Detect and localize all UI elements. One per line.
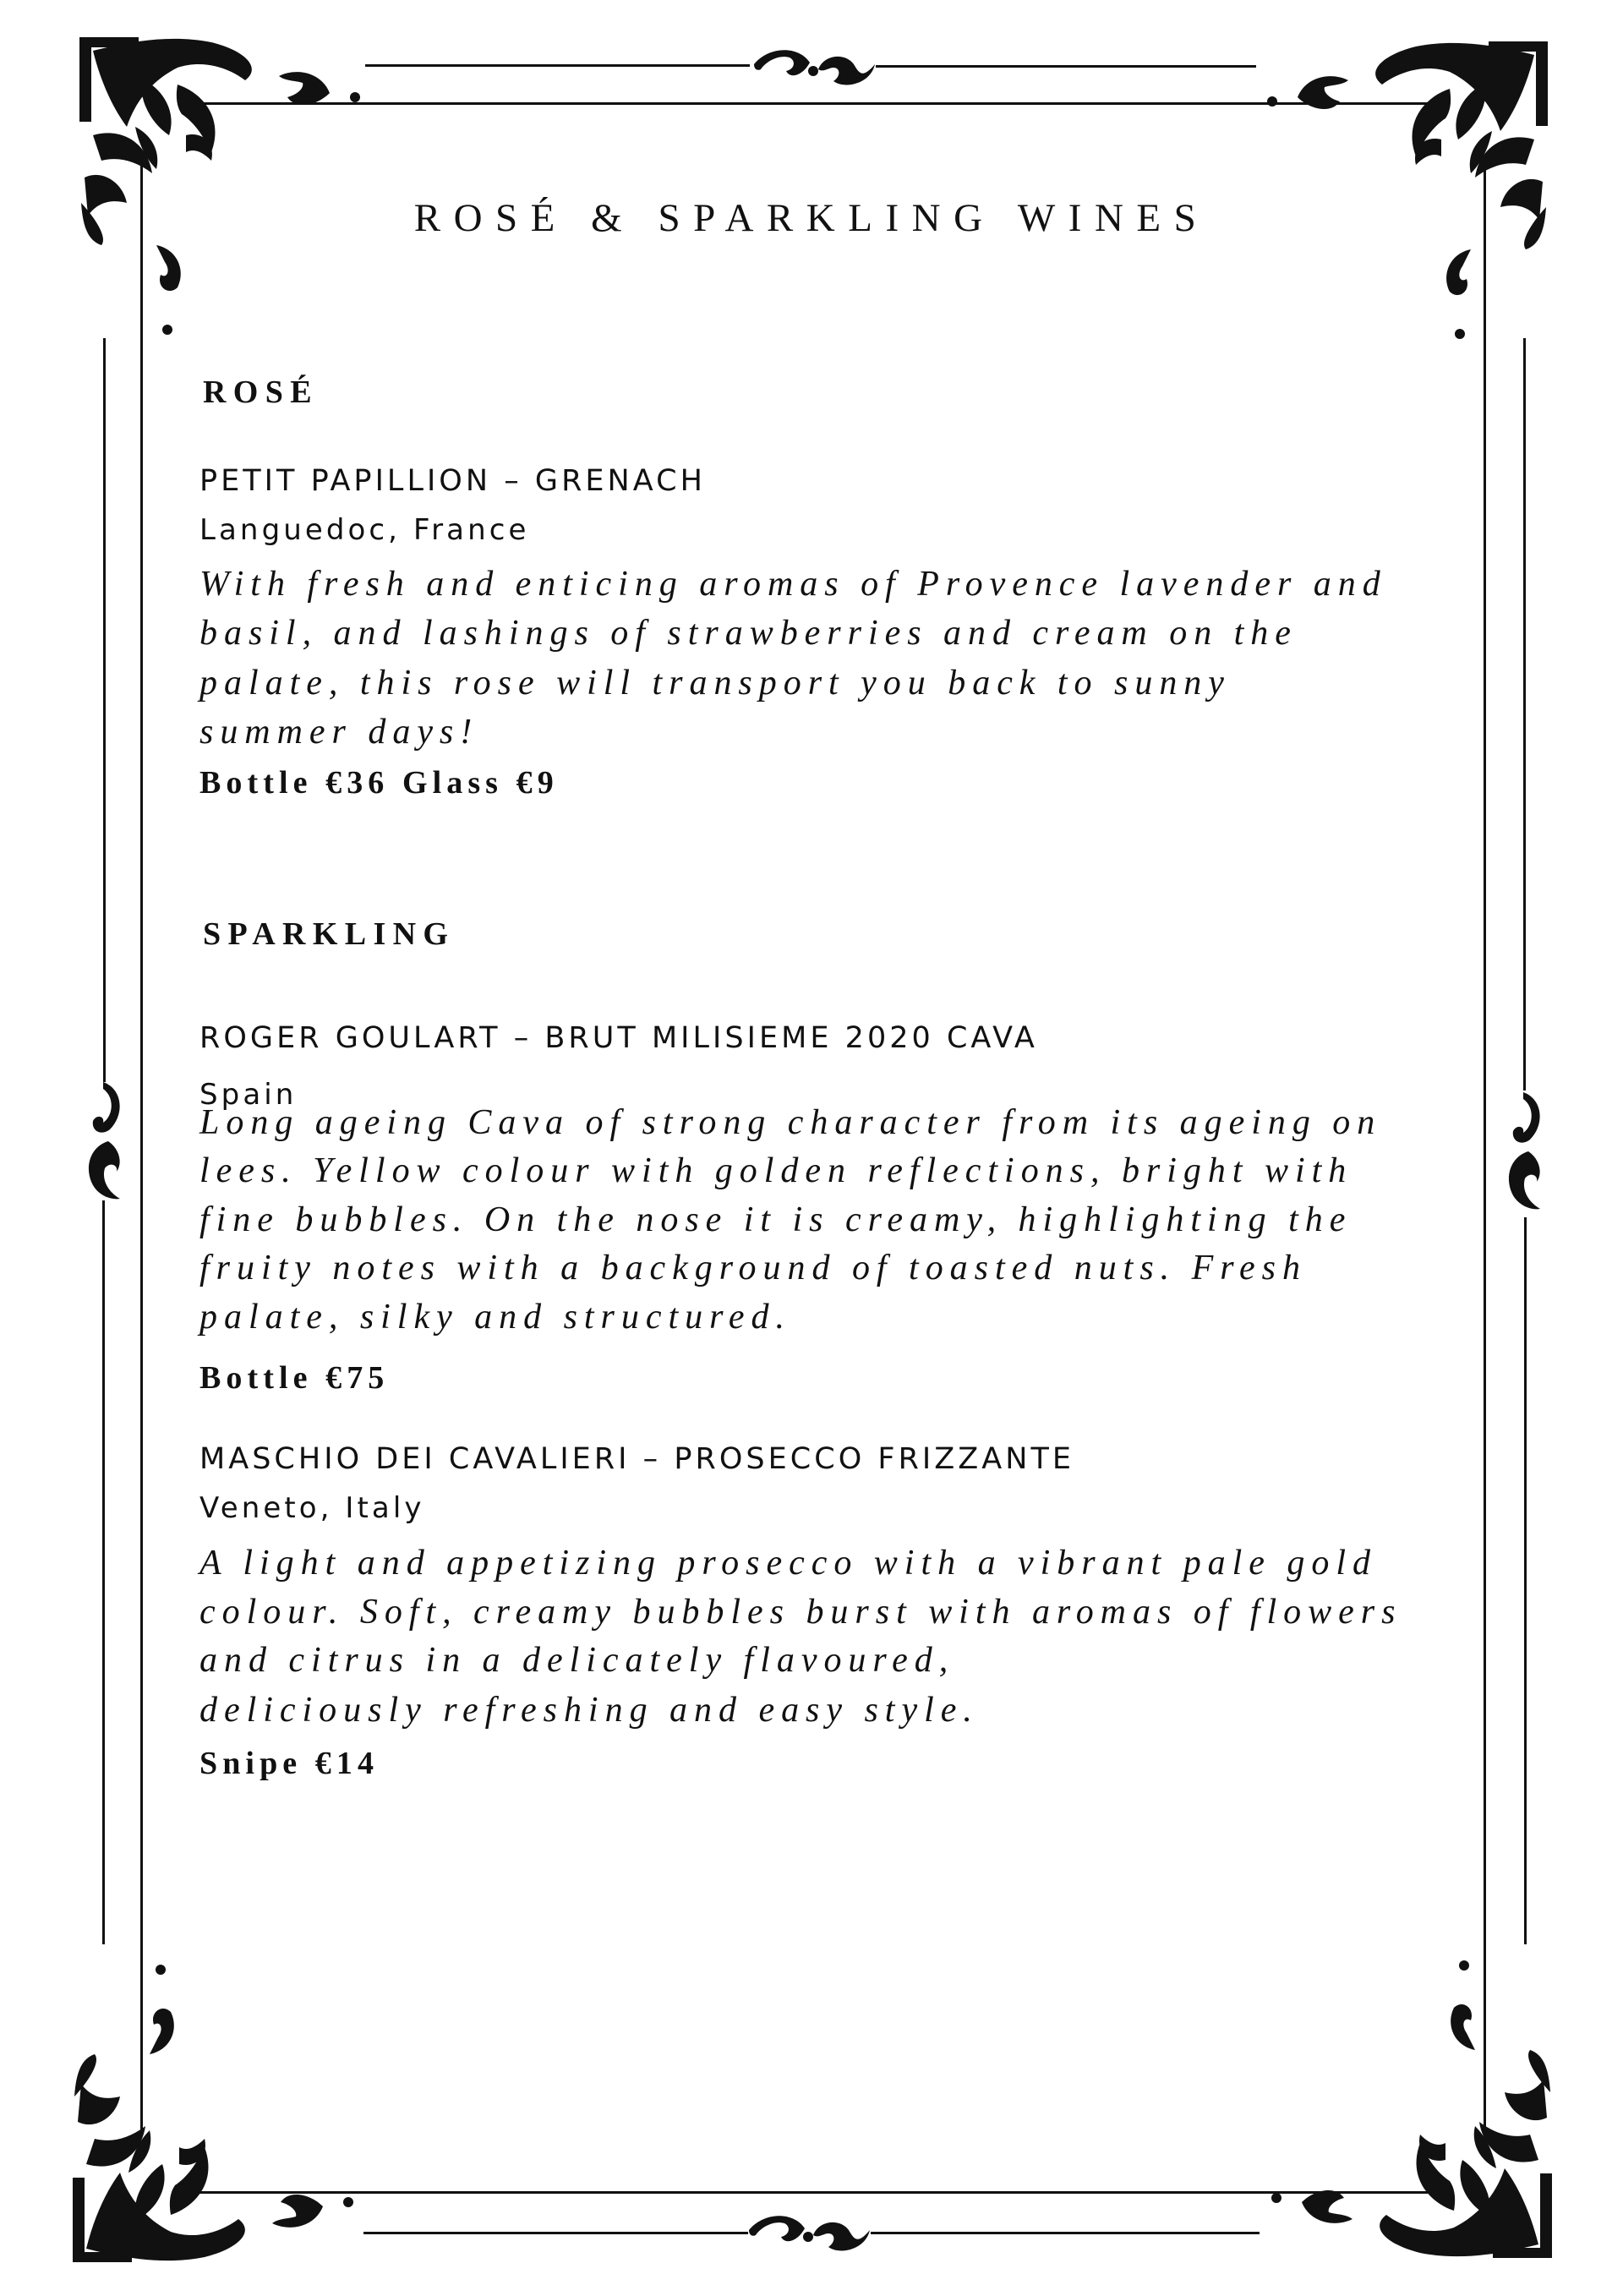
wine-description-line: colour. Soft, creamy bubbles burst with aromas of flowers [199,1593,1402,1632]
frame-inner-right-line [1484,161,1486,2135]
wine-description-line: With fresh and enticing aromas of Provence lavender and [199,565,1387,604]
frame-outer-bottom-left-line [363,2232,748,2234]
wine-description-line: fine bubbles. On the nose it is creamy, highlighting the [199,1200,1352,1239]
frame-inner-bottom-line [188,2191,1434,2194]
wine-description-line: palate, this rose will transport you back to sunny [199,664,1231,702]
scroll-ornament-icon [1505,1091,1545,1213]
corner-flourish-icon [1264,1923,1555,2261]
scroll-ornament-icon [85,1080,125,1203]
page-title: ROSÉ & SPARKLING WINES [413,196,1210,240]
section-heading: ROSÉ [203,374,319,410]
scroll-ornament-icon [752,46,876,88]
frame-outer-bottom-right-line [871,2232,1260,2234]
wine-description-line: summer days! [199,713,479,752]
wine-description-line: lees. Yellow colour with golden reflections, bright with [199,1151,1353,1190]
corner-flourish-icon [69,1927,361,2266]
wine-description-line: and citrus in a delicately flavoured, [199,1641,955,1680]
frame-outer-right-line-bottom [1524,1217,1527,1944]
wine-origin: Veneto, Italy [199,1491,425,1525]
wine-description-line: A light and appetizing prosecco with a vibrant pale gold [199,1544,1377,1583]
wine-description-line: Long ageing Cava of strong character from its ageing on [199,1103,1382,1142]
frame-inner-left-line [140,156,143,2135]
wine-name: ROGER GOULART – BRUT MILISIEME 2020 CAVA [199,1021,1038,1055]
wine-price: Snipe €14 [199,1746,380,1781]
wine-price: Bottle €36 Glass €9 [199,765,559,801]
wine-name: PETIT PAPILLION – GRENACH [199,464,706,498]
section-heading: SPARKLING [203,916,456,952]
wine-description-line: deliciously refreshing and easy style. [199,1691,979,1730]
wine-description-line: basil, and lashings of strawberries and cream on the [199,614,1298,653]
wine-description-line: palate, silky and structured. [199,1298,791,1337]
scroll-ornament-icon [747,2211,871,2254]
frame-inner-top-line [194,102,1437,105]
frame-outer-top-right-line [876,65,1256,68]
frame-outer-left-line-bottom [102,1200,105,1944]
frame-outer-right-line-top [1523,338,1526,1091]
wine-price: Bottle €75 [199,1360,390,1396]
wine-description-line: fruity notes with a background of toasted nuts. Fresh [199,1249,1307,1287]
wine-origin: Spain [199,1078,298,1112]
frame-outer-top-left-line [365,64,750,67]
frame-outer-left-line-top [103,338,106,1082]
wine-name: MASCHIO DEI CAVALIERI – PROSECCO FRIZZANTE [199,1442,1074,1476]
wine-origin: Languedoc, France [199,513,530,547]
